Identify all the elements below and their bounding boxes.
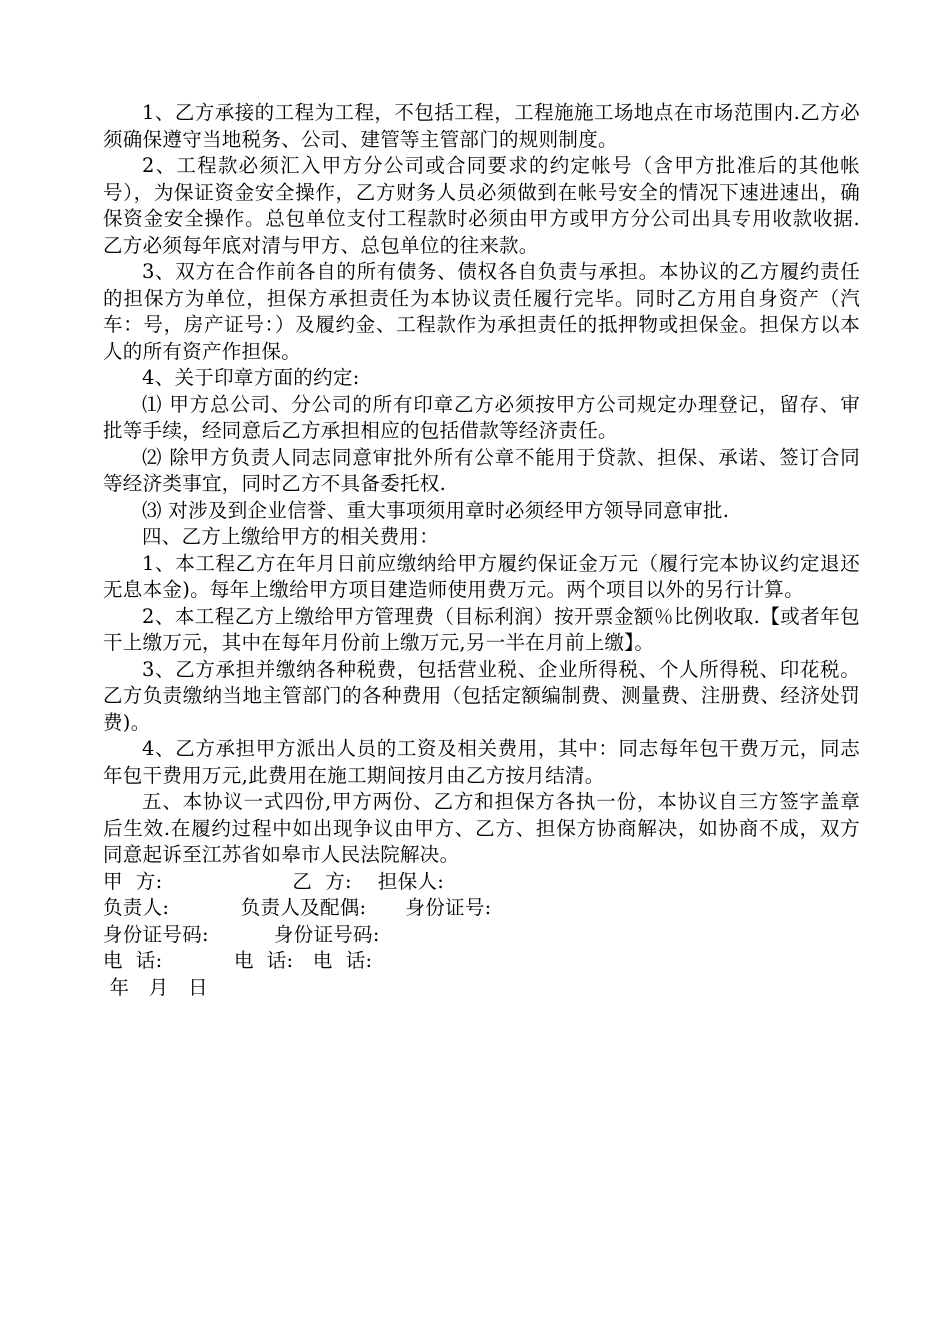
clause-1: 1、乙方承接的工程为工程，不包括工程，工程施施工场地点在市场范围内.乙方必须确保遵守当地税务、公司、建管等主管部门的规则制度。 [103,101,860,151]
signature-phone-line: 电 话: 电 话: 电 话: [103,949,373,972]
clause-4-item-2: ⑵ 除甲方负责人同志同意审批外所有公章不能用于贷款、担保、承诺、签订合同等经济类事宜，同时乙方不具备委托权. [103,445,860,495]
section-4-heading: 四、乙方上缴给甲方的相关费用： [142,525,440,548]
fee-clause-3: 3、乙方承担并缴纳各种税费，包括营业税、企业所得税、个人所得税、印花税。乙方负责缴纳当地主管部门的各种费用（包括定额编制费、测量费、注册费、经济处罚费)。 [103,657,860,734]
section-5-clause: 五、本协议一式四份,甲方两份、乙方和担保方各执一份，本协议自三方签字盖章后生效.在履约过程中如出现争议由甲方、乙方、担保方协商解决，如协商不成，双方同意起诉至江苏省如皋市人民法院解决。 [103,790,860,866]
signature-responsible-line: 负责人: 负责人及配偶: 身份证号: [103,896,492,919]
clause-2: 2、工程款必须汇入甲方分公司或合同要求的约定帐号（含甲方批准后的其他帐号），为保证资金安全操作，乙方财务人员必须做到在帐号安全的情况下速进速出，确保资金安全操作。总包单位支付工程款时必须由甲方或甲方分公司出具专用收款收据.乙方必须每年底对清与甲方、总包单位的往来款。 [103,154,860,257]
clause-4-item-3: ⑶ 对涉及到企业信誉、重大事项须用章时必须经甲方领导同意审批. [142,498,730,522]
signature-id-line: 身份证号码: 身份证号码: [103,922,380,946]
signature-date-line: 年 月 日 [103,975,208,999]
clause-4-heading: 4、关于印章方面的约定: [142,366,360,389]
signature-parties-line: 甲 方: 乙 方: 担保人: [103,869,445,893]
fee-clause-4: 4、乙方承担甲方派出人员的工资及相关费用，其中：同志每年包干费万元，同志年包干费用万元,此费用在施工期间按月由乙方按月结清。 [103,737,860,787]
fee-clause-2: 2、本工程乙方上缴给甲方管理费（目标利润）按开票金额％比例收取.【或者年包干上缴万元，其中在每年月份前上缴万元,另一半在月前上缴】。 [103,604,860,654]
fee-clause-1: 1、本工程乙方在年月日前应缴纳给甲方履约保证金万元（履行完本协议约定退还无息本金)。每年上缴给甲方项目建造师使用费万元。两个项目以外的另行计算。 [103,551,860,601]
document-body [103,100,860,1001]
clause-4-item-1: ⑴ 甲方总公司、分公司的所有印章乙方必须按甲方公司规定办理登记，留存、审批等手续，经同意后乙方承担相应的包括借款等经济责任。 [103,392,860,442]
signature-block [103,869,860,1002]
clause-3: 3、双方在合作前各自的所有债务、债权各自负责与承担。本协议的乙方履约责任的担保方为单位，担保方承担责任为本协议责任履行完毕。同时乙方用自身资产（汽车：号，房产证号：）及履约金、工程款作为承担责任的抵押物或担保金。担保方以本人的所有资产作担保。 [103,260,860,363]
